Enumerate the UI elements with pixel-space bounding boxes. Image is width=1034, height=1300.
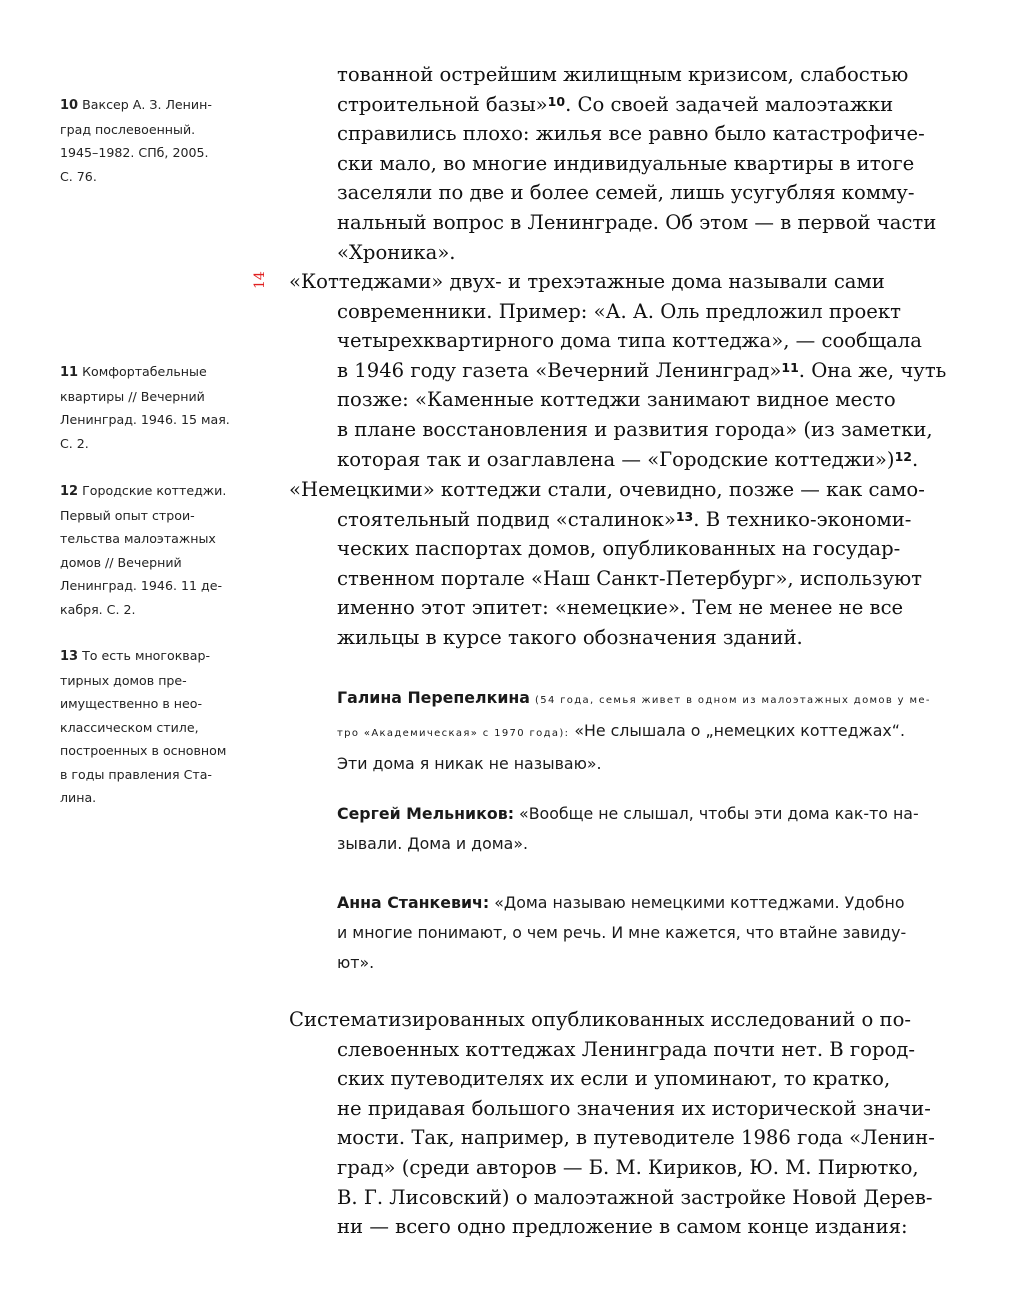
body-line: справились плохо: жилья все равно было катастрофиче- [337,122,925,146]
quote-note: (54 года, семья живет в одном из малоэтажных домов у ме- [535,695,931,706]
body-line: именно этот эпитет: «немецкие». Тем не менее не все [337,596,904,620]
footnote-text: Ваксер А. З. Ленин- [82,97,212,112]
body-text: . [911,447,919,471]
footnote-text: кабря. С. 2. [60,601,136,617]
body-line: ских путеводителях их если и упоминают, то кратко, [337,1067,891,1091]
quote-note: тро «Академическая» с 1970 года): [337,727,570,739]
footnote-text: С. 76. [60,168,97,184]
body-line: не придавая большого значения их исторической значи- [337,1096,931,1120]
body-line: град» (среди авторов — Б. М. Кириков, Ю. М. Пирютко, [337,1155,919,1179]
page-number: 14 [252,271,268,289]
paragraph-4 [289,1005,935,1242]
quote-text: ют». [337,952,375,972]
footnote-text: Первый опыт строи- [60,507,195,523]
body-line: тованной острейшим жилищным кризисом, слабостью [337,63,909,86]
footnote-ref: 10 [547,93,566,109]
body-line: Систематизированных опубликованных исследований о по- [289,1008,912,1031]
quote-text: «Вообще не слышал, чтобы эти дома как-то на- [514,804,919,823]
body-line: ческих паспортах домов, опубликованных на государ- [337,537,901,561]
footnote-ref: 12 [894,448,912,464]
quote-text: Эти дома я никак не называю». [337,753,602,773]
body-line: жильцы в курсе такого обозначения зданий. [337,625,803,649]
footnote-text: в годы правления Ста- [60,766,212,782]
footnote-12 [60,479,255,621]
paragraph-3 [289,475,925,653]
footnote-number: 11 [60,365,79,380]
footnote-10 [60,93,255,188]
body-line: мости. Так, например, в путеводителе 1986 года «Ленин- [337,1126,935,1150]
footnote-text: град послевоенный. [60,121,196,137]
paragraph-2 [289,267,946,474]
body-line: «Хроника». [337,240,456,264]
paragraph-1 [337,60,936,267]
body-text: строительной базы» [337,92,548,116]
body-text: стоятельный подвид «сталинок» [337,507,676,531]
quote-text: «Дома называю немецкими коттеджами. Удобно [489,893,905,912]
footnote-text: имущественно в нео- [60,696,203,711]
footnote-text: С. 2. [60,435,89,451]
footnote-ref: 11 [781,359,799,375]
body-line: нальный вопрос в Ленинграде. Об этом — в первой части [337,210,937,234]
footnote-number: 12 [60,484,79,499]
body-line: ни — всего одно предложение в самом конце издания: [337,1215,908,1239]
footnote-text: построенных в основном [60,743,227,758]
quote-text: и многие понимают, о чем речь. И мне кажется, что втайне завиду- [337,922,907,942]
body-line: заселяли по две и более семей, лишь усугубляя комму- [337,181,915,205]
footnote-text: классическом стиле, [60,719,199,735]
body-line: в плане восстановления и развития города» (из заметки, [337,417,933,441]
footnote-text: То есть многоквар- [82,648,210,663]
body-text: в 1946 году газета «Вечерний Ленинград» [337,358,782,382]
quote-text: зывали. Дома и дома». [337,833,529,853]
footnote-text: Ленинград. 1946. 15 мая. [60,412,230,427]
body-line: современники. Пример: «А. А. Оль предложил проект [337,299,901,323]
footnote-text: тельства малоэтажных [60,531,216,546]
quote-2 [337,799,919,859]
footnote-text: домов // Вечерний [60,554,182,570]
body-text: . Со своей задачей малоэтажки [565,92,894,116]
body-line: позже: «Каменные коттеджи занимают видное место [337,388,896,412]
quote-speaker: Галина Перепелкина [337,688,530,707]
footnote-number: 13 [60,649,79,664]
footnote-text: Комфортабельные [82,364,207,379]
footnote-text: 1945–1982. СПб, 2005. [60,145,209,160]
quote-speaker: Анна Станкевич: [337,893,490,912]
body-text: которая так и озаглавлена — «Городские коттеджи») [337,447,895,471]
body-line: ственном портале «Наш Санкт-Петербург», используют [337,566,923,590]
body-line: «Коттеджами» двух- и трехэтажные дома называли сами [289,270,885,293]
quote-speaker: Сергей Мельников: [337,804,515,823]
quote-text: «Не слышала о „немецких коттеджах“. [569,720,905,740]
footnote-text: Ленинград. 1946. 11 де- [60,578,222,593]
body-line: четырехквартирного дома типа коттеджа», — сообщала [337,329,922,353]
body-line: ски мало, во многие индивидуальные квартиры в итоге [337,151,915,175]
body-line: слевоенных коттеджах Ленинграда почти нет. В город- [337,1037,915,1061]
footnote-13 [60,644,255,810]
quote-1 [337,683,931,778]
body-line: В. Г. Лисовский) о малоэтажной застройке Новой Дерев- [337,1185,933,1209]
body-text: . В технико-экономи- [693,507,912,531]
footnote-text: квартиры // Вечерний [60,388,205,404]
footnote-ref: 13 [675,508,694,524]
footnote-text: Городские коттеджи. [82,483,227,498]
quote-3 [337,888,906,977]
body-line: «Немецкими» коттеджи стали, очевидно, позже — как само- [289,478,925,501]
footnote-text: тирных домов пре- [60,672,187,688]
footnote-number: 10 [60,98,79,113]
footnote-text: лина. [60,790,97,805]
footnote-11 [60,360,255,455]
body-text: . Она же, чуть [798,358,947,382]
